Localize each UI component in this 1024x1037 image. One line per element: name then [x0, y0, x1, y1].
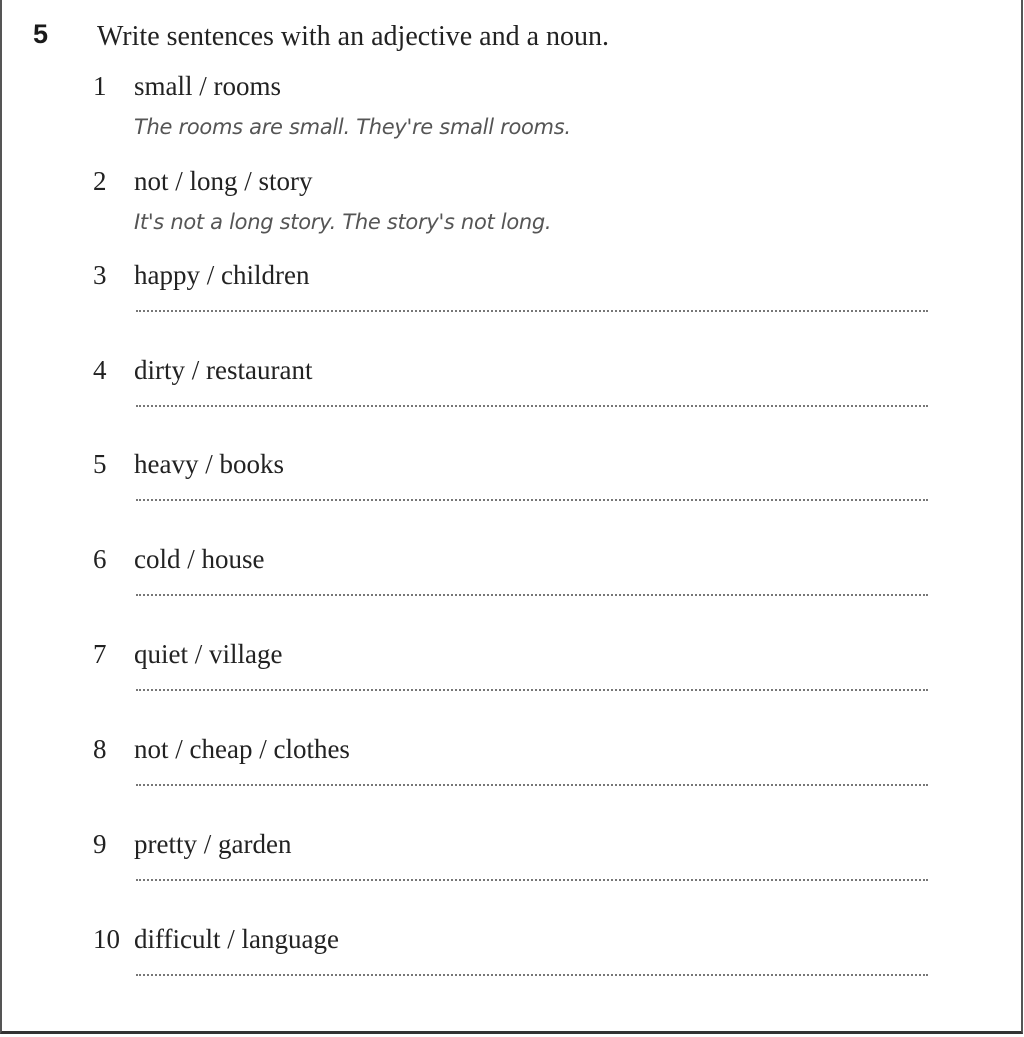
item-prompt: difficult / language [134, 924, 339, 954]
item-number: 1 [93, 71, 107, 101]
item-number: 7 [93, 639, 107, 669]
answer-line[interactable] [136, 310, 928, 312]
item-prompt: quiet / village [134, 639, 283, 669]
item-prompt: not / cheap / clothes [134, 734, 350, 764]
item-number: 2 [93, 166, 107, 196]
answer-line[interactable] [136, 784, 928, 786]
item-prompt: small / rooms [134, 71, 281, 101]
answer-line[interactable] [136, 879, 928, 881]
item-number: 3 [93, 260, 107, 290]
item-number: 4 [93, 355, 107, 385]
item-number: 6 [93, 544, 107, 574]
answer-line[interactable] [136, 594, 928, 596]
answer-line[interactable] [136, 405, 928, 407]
item-prompt: not / long / story [134, 166, 313, 196]
item-prompt: dirty / restaurant [134, 355, 313, 385]
item-prompt: cold / house [134, 544, 265, 574]
exercise-instruction: Write sentences with an adjective and a noun. [97, 21, 610, 52]
answer-line[interactable] [136, 499, 928, 501]
item-number: 9 [93, 829, 107, 859]
item-number: 10 [93, 924, 120, 954]
answer-line[interactable] [136, 974, 928, 976]
item-number: 8 [93, 734, 107, 764]
item-prompt: pretty / garden [134, 829, 292, 859]
example-answer: The rooms are small. They're small rooms. [134, 115, 571, 139]
item-prompt: happy / children [134, 260, 310, 290]
answer-line[interactable] [136, 689, 928, 691]
example-answer: It's not a long story. The story's not long. [134, 210, 552, 234]
item-prompt: heavy / books [134, 449, 284, 479]
exercise-number: 5 [33, 19, 49, 49]
item-number: 5 [93, 449, 107, 479]
